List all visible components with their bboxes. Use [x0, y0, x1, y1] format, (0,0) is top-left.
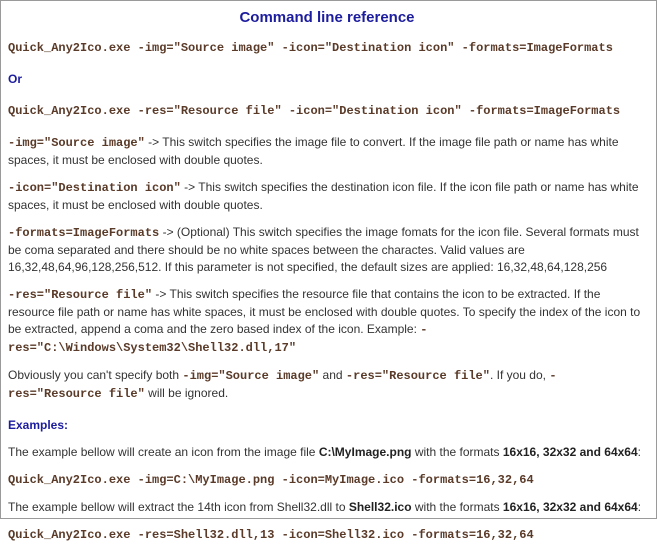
res-switch-description [8, 286, 646, 357]
reference-content [8, 9, 646, 544]
example2-description [8, 499, 646, 516]
note-code-img: -img="Source image" [182, 369, 320, 383]
example2-text1: The example bellow will extract the 14th icon from Shell32.dll to [8, 500, 349, 514]
icon-switch-code: -icon="Destination icon" [8, 181, 181, 195]
icon-switch-description [8, 179, 646, 214]
note-code-res: -res="Resource file" [345, 369, 490, 383]
command-syntax-image-code: Quick_Any2Ico.exe -img="Source image" -icon="Destination icon" -formats=ImageFormats [8, 41, 613, 55]
example1-text1: The example bellow will create an icon from the image file [8, 445, 319, 459]
res-switch-code: -res="Resource file" [8, 288, 153, 302]
img-switch-text: -> This switch specifies the image file to convert. If the image file path or name has white spaces, it must be enclosed with double quotes. [8, 135, 619, 167]
note-part3: . If you do, [489, 368, 550, 382]
example2-command [8, 526, 646, 544]
example2-file: Shell32.ico [348, 500, 412, 514]
example1-text3: : [637, 445, 641, 459]
note-part2: and [319, 368, 346, 382]
note-code-res-2: -res="Resource file" [8, 369, 557, 401]
res-switch-example: -res="C:\Windows\System32\Shell32.dll,17" [8, 323, 428, 355]
img-switch-description [8, 134, 646, 169]
example1-command-code: Quick_Any2Ico.exe -img=C:\MyImage.png -icon=MyImage.ico -formats=16,32,64 [8, 473, 534, 487]
example1-file: C:\MyImage.png [318, 445, 412, 459]
command-syntax-image [8, 39, 646, 57]
example2-text2: with the formats [411, 500, 503, 514]
example1-formats: 16x16, 32x32 and 64x64 [502, 445, 638, 459]
examples-heading: Examples: [8, 418, 69, 432]
formats-switch-text: -> (Optional) This switch specifies the image fomats for the icon file. Several formats must be coma separated and there should be no white spaces between the charactes. Valid values are 16,32,48,64,96,128,256,512. If this parameter is not specified, the default sizes are applied: 16,32,48,64,128,256 [8, 225, 639, 274]
example2-command-code: Quick_Any2Ico.exe -res=Shell32.dll,13 -icon=Shell32.ico -formats=16,32,64 [8, 528, 534, 542]
icon-switch-text: -> This switch specifies the destination icon file. If the icon file path or name has white spaces, it must be enclosed with double quotes. [8, 180, 639, 212]
img-switch-code: -img="Source image" [8, 136, 145, 150]
exclusive-note [8, 367, 646, 403]
command-syntax-resource [8, 102, 646, 120]
formats-switch-description [8, 224, 646, 276]
formats-switch-code: -formats=ImageFormats [8, 226, 160, 240]
example1-description [8, 444, 646, 461]
example2-text3: : [637, 500, 642, 514]
example1-command [8, 471, 646, 489]
page-title: Command line reference [239, 9, 415, 26]
example2-formats: 16x16, 32x32 and 64x64 [502, 500, 638, 514]
note-part4: will be ignored. [144, 386, 229, 400]
command-syntax-resource-code: Quick_Any2Ico.exe -res="Resource file" -icon="Destination icon" -formats=ImageFormats [8, 104, 621, 118]
example1-text2: with the formats [411, 445, 503, 459]
or-label: Or [8, 72, 23, 86]
res-switch-text: -> This switch specifies the resource file that contains the icon to be extracted. If the resource file path or name has white spaces, it must be enclosed with double quotes. To specify the index of the icon to be extracted, append a coma and the zero based index of the icon. Example: [8, 287, 641, 336]
note-part1: Obviously you can't specify both [8, 368, 183, 382]
